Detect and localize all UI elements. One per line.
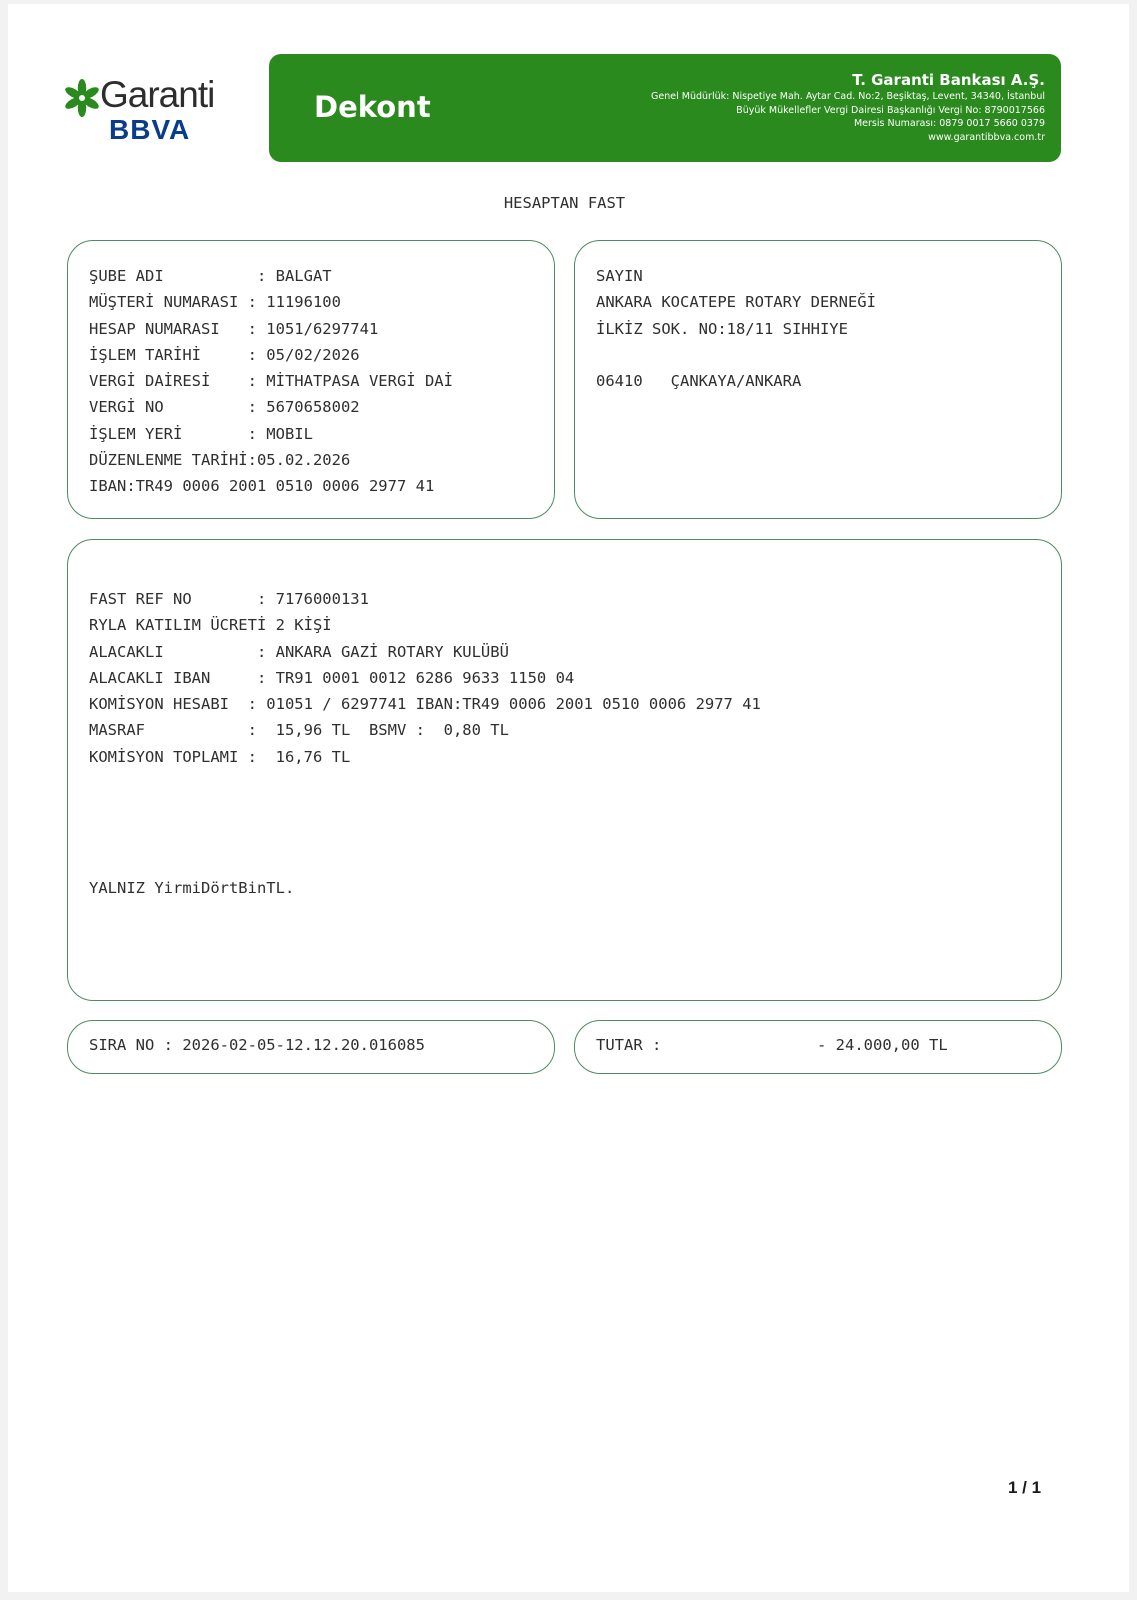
branch-info-line: VERGİ NO : 5670658002 <box>89 398 360 417</box>
recipient-line <box>596 342 876 368</box>
header-banner <box>269 54 1061 162</box>
recipient-line: 06410 ÇANKAYA/ANKARA <box>596 372 802 391</box>
page-number: 1 / 1 <box>1008 1478 1042 1497</box>
branch-info-box <box>67 240 555 519</box>
amount-value: - 24.000,00 TL <box>817 1036 948 1054</box>
recipient-line: ANKARA KOCATEPE ROTARY DERNEĞİ <box>596 293 876 312</box>
bank-info <box>651 70 1045 144</box>
sequence-number: SIRA NO : 2026-02-05-12.12.20.016085 <box>89 1036 425 1054</box>
bank-name: T. Garanti Bankası A.Ş. <box>852 71 1045 89</box>
transaction-details-box <box>67 539 1062 1001</box>
bank-mersis: Mersis Numarası: 0879 0017 5660 0379 <box>853 118 1045 129</box>
document-title: HESAPTAN FAST <box>503 194 626 212</box>
sequence-number-box <box>67 1020 555 1074</box>
branch-info-line: İŞLEM YERİ : MOBIL <box>89 424 313 443</box>
recipient-line: SAYIN <box>596 267 643 285</box>
branch-info-line: HESAP NUMARASI : 1051/6297741 <box>89 319 379 338</box>
bank-tax-info: Büyük Mükellefler Vergi Dairesi Başkanlığı Vergi No: 8790017566 <box>736 104 1045 116</box>
recipient-line: İLKİZ SOK. NO:18/11 SIHHIYE <box>596 319 848 338</box>
bank-address: Genel Müdürlük: Nispetiye Mah. Aytar Cad. No:2, Beşiktaş, Levent, 34340, İstanbul <box>651 91 1045 102</box>
detail-line: MASRAF : 15,96 TL BSMV : 0,80 TL <box>89 721 509 740</box>
logo-sub-brand-text: BBVA <box>109 114 191 145</box>
garanti-bbva-logo <box>64 72 234 152</box>
branch-info-line: ŞUBE ADI : BALGAT <box>89 267 332 285</box>
branch-info-line: IBAN:TR49 0006 2001 0510 0006 2977 41 <box>89 477 435 496</box>
detail-line: KOMİSYON HESABI : 01051 / 6297741 IBAN:TR49 0006 2001 0510 0006 2977 41 <box>89 695 761 714</box>
detail-line: ALACAKLI IBAN : TR91 0001 0012 6286 9633 1150 04 <box>89 668 575 687</box>
logo-brand-text: Garanti <box>100 74 215 115</box>
branch-info-line: VERGİ DAİRESİ : MİTHATPASA VERGİ DAİ <box>89 372 453 391</box>
banner-title: Dekont <box>314 90 431 124</box>
branch-info-line: MÜŞTERİ NUMARASI : 11196100 <box>89 293 341 312</box>
bank-website: www.garantibbva.com.tr <box>928 131 1045 143</box>
amount-in-words: YALNIZ YirmiDörtBinTL. <box>89 879 295 897</box>
branch-info-line: İŞLEM TARİHİ : 05/02/2026 <box>89 345 360 364</box>
amount-label: TUTAR : <box>596 1036 662 1054</box>
recipient-box <box>574 240 1062 519</box>
detail-line: FAST REF NO : 7176000131 <box>89 590 369 608</box>
branch-info-line: DÜZENLENME TARİHİ:05.02.2026 <box>89 451 351 470</box>
detail-line: ALACAKLI : ANKARA GAZİ ROTARY KULÜBÜ <box>89 642 509 661</box>
clover-logo-icon <box>64 74 100 122</box>
amount-box <box>574 1020 1062 1074</box>
detail-line: RYLA KATILIM ÜCRETİ 2 KİŞİ <box>89 616 332 635</box>
detail-line: KOMİSYON TOPLAMI : 16,76 TL <box>89 747 351 766</box>
receipt-page <box>8 4 1129 1592</box>
